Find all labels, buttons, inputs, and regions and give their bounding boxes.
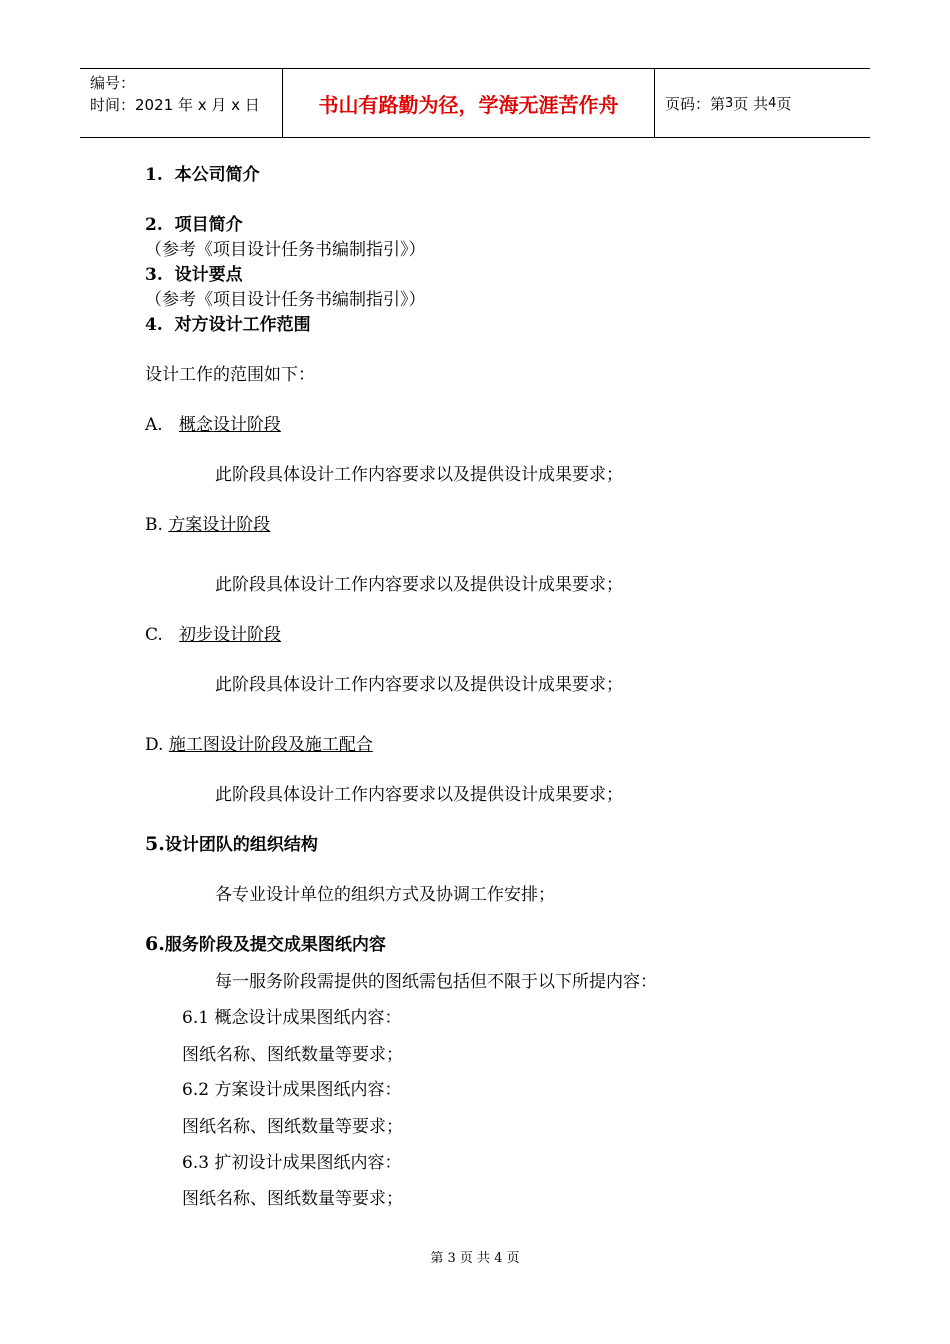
phase-a-heading: A. 概念设计阶段 (145, 415, 281, 435)
item-6-3: 6.3 扩初设计成果图纸内容： (182, 1153, 402, 1173)
scope-intro: 设计工作的范围如下： (145, 365, 315, 385)
phase-c-heading: C. 初步设计阶段 (145, 625, 282, 645)
page-total: 4 (768, 95, 777, 111)
page-mid: 页 共 (733, 94, 769, 113)
section-1-heading: 1. 本公司简介 (145, 165, 260, 185)
section-6-heading: 6.服务阶段及提交成果图纸内容 (145, 933, 386, 955)
header-meta (80, 69, 282, 137)
item-6-1: 6.1 概念设计成果图纸内容： (182, 1008, 402, 1028)
phase-d-desc: 此阶段具体设计工作内容要求以及提供设计成果要求； (215, 785, 623, 805)
page-footer: 第 3 页 共 4 页 (430, 1251, 520, 1266)
section-5-heading: 5.设计团队的组织结构 (145, 833, 318, 855)
section-2-heading: 2. 项目简介 (145, 215, 243, 235)
section-4-heading: 4. 对方设计工作范围 (145, 315, 311, 335)
phase-b-heading: B. 方案设计阶段 (145, 515, 271, 535)
page-end: 页 (776, 94, 792, 113)
item-6-3-desc: 图纸名称、图纸数量等要求； (182, 1189, 403, 1209)
section-5-desc: 各专业设计单位的组织方式及协调工作安排； (215, 885, 555, 905)
phase-c-desc: 此阶段具体设计工作内容要求以及提供设计成果要求； (215, 675, 623, 695)
section-2-note: （参考《项目设计任务书编制指引》） (145, 240, 426, 260)
section-6-intro: 每一服务阶段需提供的图纸需包括但不限于以下所提内容： (215, 972, 657, 992)
section-3-note: （参考《项目设计任务书编制指引》） (145, 290, 426, 310)
page-label: 页码：第 (665, 94, 726, 113)
item-6-2: 6.2 方案设计成果图纸内容： (182, 1080, 402, 1100)
header-page-info (655, 69, 870, 137)
code-label: 编号： (90, 74, 136, 92)
phase-b-desc: 此阶段具体设计工作内容要求以及提供设计成果要求； (215, 575, 623, 595)
item-6-2-desc: 图纸名称、图纸数量等要求； (182, 1117, 403, 1137)
date-label: 时间：2021 年 x 月 x 日 (90, 96, 260, 114)
phase-a-desc: 此阶段具体设计工作内容要求以及提供设计成果要求； (215, 465, 623, 485)
page-number: 3 (725, 95, 734, 111)
item-6-1-desc: 图纸名称、图纸数量等要求； (182, 1045, 403, 1065)
header-motto: 书山有路勤为径，学海无涯苦作舟 (282, 69, 655, 137)
phase-d-heading: D. 施工图设计阶段及施工配合 (145, 735, 373, 755)
section-3-heading: 3. 设计要点 (145, 265, 243, 285)
page-header (80, 68, 870, 138)
